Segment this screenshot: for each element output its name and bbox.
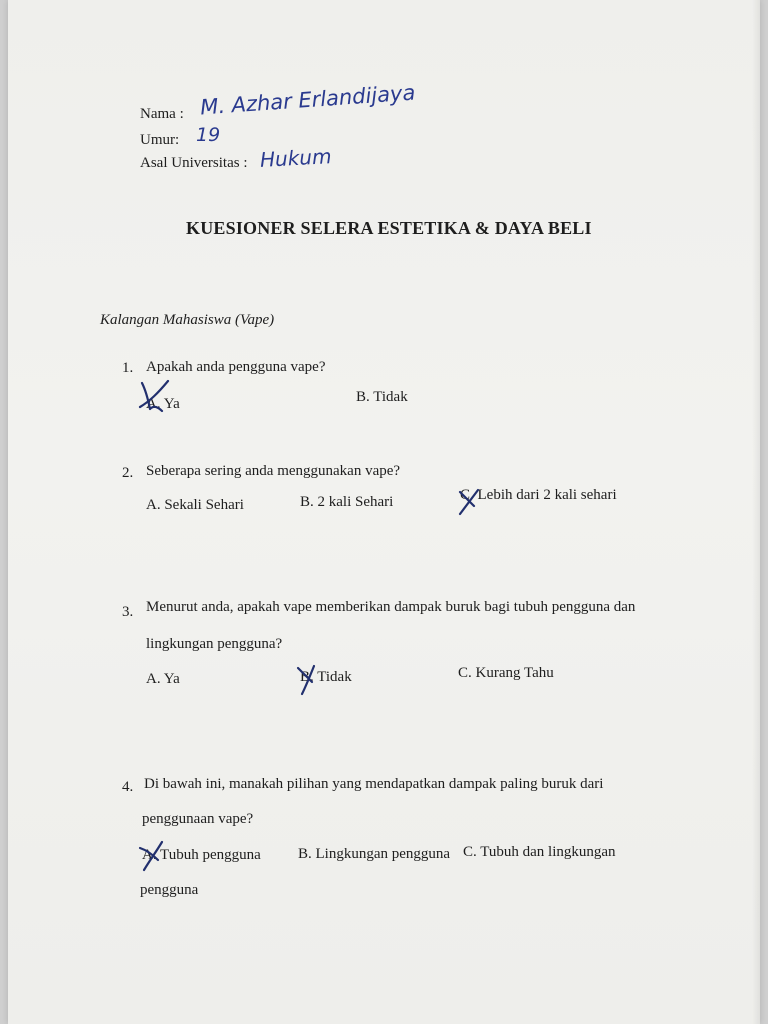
- section-heading: Kalangan Mahasiswa (Vape): [100, 312, 275, 328]
- questionnaire-sheet: [8, 0, 760, 1024]
- question-3-option-c[interactable]: C. Kurang Tahu: [458, 665, 554, 681]
- question-4-option-c[interactable]: C. Tubuh dan lingkungan: [463, 844, 616, 860]
- question-3-text-line2: lingkungan pengguna?: [146, 636, 283, 652]
- umur-label: Umur:: [140, 132, 180, 148]
- question-2-option-b[interactable]: B. 2 kali Sehari: [300, 494, 394, 510]
- question-1-option-b[interactable]: B. Tidak: [356, 389, 408, 405]
- question-2-option-a[interactable]: A. Sekali Sehari: [146, 497, 244, 513]
- question-4-option-a[interactable]: A. Tubuh pengguna: [142, 847, 261, 863]
- question-1-option-a[interactable]: A. Ya: [146, 396, 180, 412]
- question-2-option-c[interactable]: C. Lebih dari 2 kali sehari: [460, 487, 617, 503]
- question-4-option-b[interactable]: B. Lingkungan pengguna: [298, 846, 451, 862]
- question-3-text-line1: Menurut anda, apakah vape memberikan dampak buruk bagi tubuh pengguna dan: [146, 599, 636, 615]
- asal-universitas-handwritten: Hukum: [259, 144, 333, 172]
- umur-handwritten: 19: [196, 124, 221, 146]
- question-4-number: 4.: [122, 779, 134, 795]
- nama-label: Nama :: [140, 106, 184, 122]
- asal-universitas-label: Asal Universitas :: [140, 155, 248, 171]
- question-4-option-c-continuation: pengguna: [140, 882, 199, 898]
- question-3-option-b[interactable]: B. Tidak: [300, 669, 352, 685]
- question-2-number: 2.: [122, 465, 134, 481]
- question-4-text-line2: penggunaan vape?: [142, 811, 254, 827]
- nama-handwritten: M. Azhar Erlandijaya: [199, 80, 417, 120]
- question-4-text-line1: Di bawah ini, manakah pilihan yang mendapatkan dampak paling buruk dari: [144, 776, 604, 792]
- question-2-text: Seberapa sering anda menggunakan vape?: [146, 463, 401, 479]
- question-3-option-a[interactable]: A. Ya: [146, 671, 180, 687]
- question-3-number: 3.: [122, 604, 134, 620]
- question-1-number: 1.: [122, 360, 134, 376]
- questionnaire-title: KUESIONER SELERA ESTETIKA & DAYA BELI: [186, 218, 592, 238]
- question-1-text: Apakah anda pengguna vape?: [146, 359, 326, 375]
